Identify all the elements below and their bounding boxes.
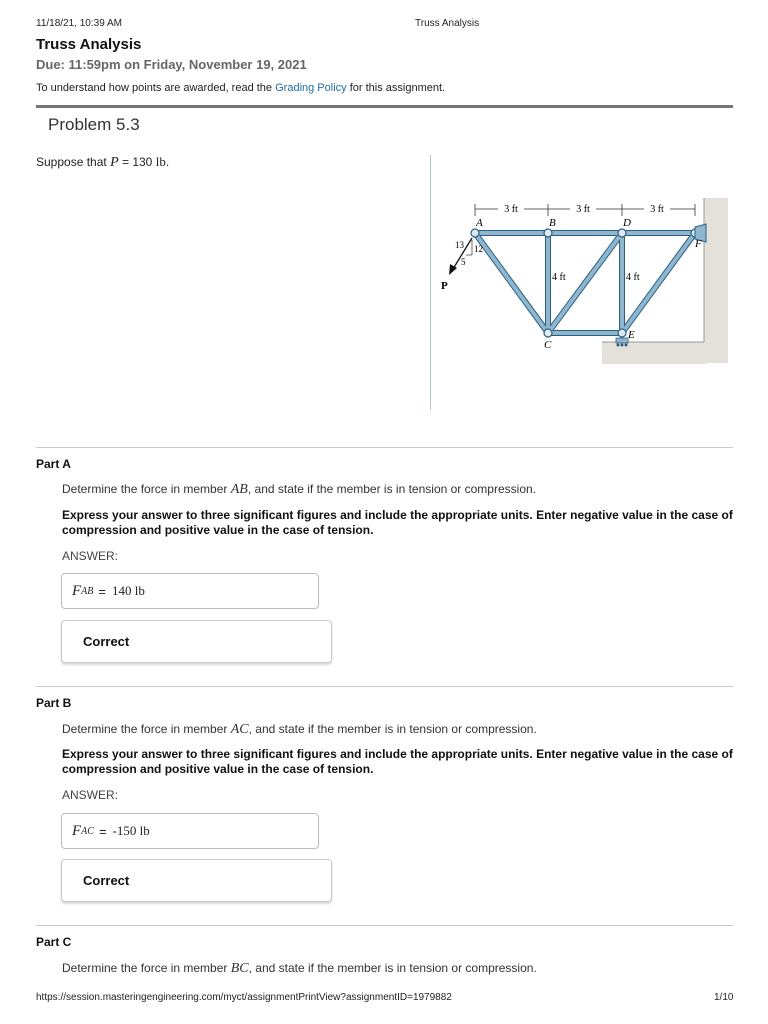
part-c-question-prefix: Determine the force in member bbox=[62, 961, 228, 975]
footer-url: https://session.masteringengineering.com/myct/assignmentPrintView?assignmentID=1979882 bbox=[36, 992, 452, 1003]
part-c-question bbox=[62, 961, 537, 977]
part-b-question-prefix: Determine the force in member bbox=[62, 722, 228, 736]
print-datetime: 11/18/21, 10:39 AM bbox=[36, 18, 122, 29]
pin-d bbox=[618, 229, 626, 237]
wall-support bbox=[704, 198, 728, 363]
pin-b bbox=[544, 229, 552, 237]
joint-label-b: B bbox=[549, 217, 556, 229]
print-page-title: Truss Analysis bbox=[415, 18, 480, 29]
part-a-answer-var: F bbox=[72, 582, 82, 599]
pin-e bbox=[618, 329, 626, 337]
grading-note bbox=[36, 82, 445, 94]
part-b-instruction: Express your answer to three significant figures and include the appropriate units. Enter negative value in the case of compression and positive value in the case of tension. bbox=[62, 747, 733, 776]
pin-a bbox=[471, 229, 479, 237]
joint-label-c: C bbox=[544, 339, 552, 351]
grading-note-suffix: for this assignment. bbox=[349, 82, 446, 94]
part-a-answer-sub: AB bbox=[81, 585, 94, 597]
part-a-answer-label: ANSWER: bbox=[62, 549, 119, 563]
part-b-question bbox=[62, 722, 537, 738]
part-a-answer-value: 140 lb bbox=[111, 583, 145, 598]
member-ac bbox=[475, 233, 548, 333]
part-a-answer-eq: = bbox=[98, 583, 106, 599]
grading-policy-link[interactable]: Grading Policy bbox=[275, 82, 347, 94]
part-a-divider bbox=[36, 447, 733, 448]
roller-e bbox=[616, 338, 628, 347]
part-b-answer-var: F bbox=[72, 822, 82, 839]
part-b-answer-value: -150 lb bbox=[112, 823, 150, 838]
part-b-title: Part B bbox=[36, 696, 72, 710]
part-a-instruction: Express your answer to three significant figures and include the appropriate units. Enter negative value in the case of compression and positive value in the case of tension. bbox=[62, 508, 733, 537]
part-b-member: AC bbox=[230, 722, 249, 737]
part-b-answer-eq: = bbox=[98, 823, 107, 839]
part-a-question bbox=[62, 482, 536, 498]
slope-label-12: 12 bbox=[474, 244, 483, 254]
part-c-member: BC bbox=[230, 961, 249, 976]
joint-label-a: A bbox=[476, 217, 483, 229]
joint-label-d: D bbox=[623, 217, 631, 229]
part-c-divider bbox=[36, 925, 733, 926]
part-b-answer-sub: AC bbox=[81, 825, 94, 837]
part-b-divider bbox=[36, 686, 733, 687]
truss-figure bbox=[430, 190, 740, 380]
problem-given bbox=[36, 154, 169, 171]
load-label: P bbox=[441, 280, 448, 292]
assignment-title: Truss Analysis bbox=[36, 36, 142, 53]
dim-label-1: 3 ft bbox=[504, 204, 518, 215]
height-label-2: 4 ft bbox=[626, 272, 640, 283]
part-a-feedback: Correct bbox=[61, 620, 332, 663]
part-c-question-suffix: , and state if the member is in tension or compression. bbox=[248, 961, 537, 975]
part-a-question-suffix: , and state if the member is in tension or compression. bbox=[247, 482, 536, 496]
slope-label-5: 5 bbox=[461, 257, 466, 267]
part-b-feedback: Correct bbox=[61, 859, 332, 902]
dim-label-3: 3 ft bbox=[650, 204, 664, 215]
due-date: Due: 11:59pm on Friday, November 19, 2021 bbox=[36, 57, 307, 72]
member-cd bbox=[548, 233, 622, 333]
given-prefix: Suppose that bbox=[36, 155, 107, 169]
given-unit: lb bbox=[155, 154, 166, 169]
slope-label-13: 13 bbox=[455, 240, 464, 250]
member-ef bbox=[622, 233, 695, 333]
part-a-answer-field bbox=[61, 573, 319, 609]
header-divider bbox=[36, 105, 733, 108]
given-end: . bbox=[165, 155, 170, 169]
given-value: = 130 bbox=[121, 155, 153, 169]
part-a-member: AB bbox=[230, 482, 248, 497]
part-a-title: Part A bbox=[36, 457, 71, 471]
height-label-1: 4 ft bbox=[552, 272, 566, 283]
part-b-answer-field bbox=[61, 813, 319, 849]
part-b-answer-label: ANSWER: bbox=[62, 788, 119, 802]
problem-title: Problem 5.3 bbox=[48, 115, 140, 134]
part-b-question-suffix: , and state if the member is in tension or compression. bbox=[248, 722, 537, 736]
joint-label-e: E bbox=[628, 329, 635, 341]
given-variable: P bbox=[110, 155, 119, 170]
part-a-question-prefix: Determine the force in member bbox=[62, 482, 228, 496]
dim-label-2: 3 ft bbox=[576, 204, 590, 215]
part-c-title: Part C bbox=[36, 935, 72, 949]
pin-c bbox=[544, 329, 552, 337]
footer-page-number: 1/10 bbox=[714, 992, 734, 1003]
grading-note-prefix: To understand how points are awarded, read the bbox=[36, 82, 273, 94]
joint-label-f: F bbox=[695, 238, 702, 250]
